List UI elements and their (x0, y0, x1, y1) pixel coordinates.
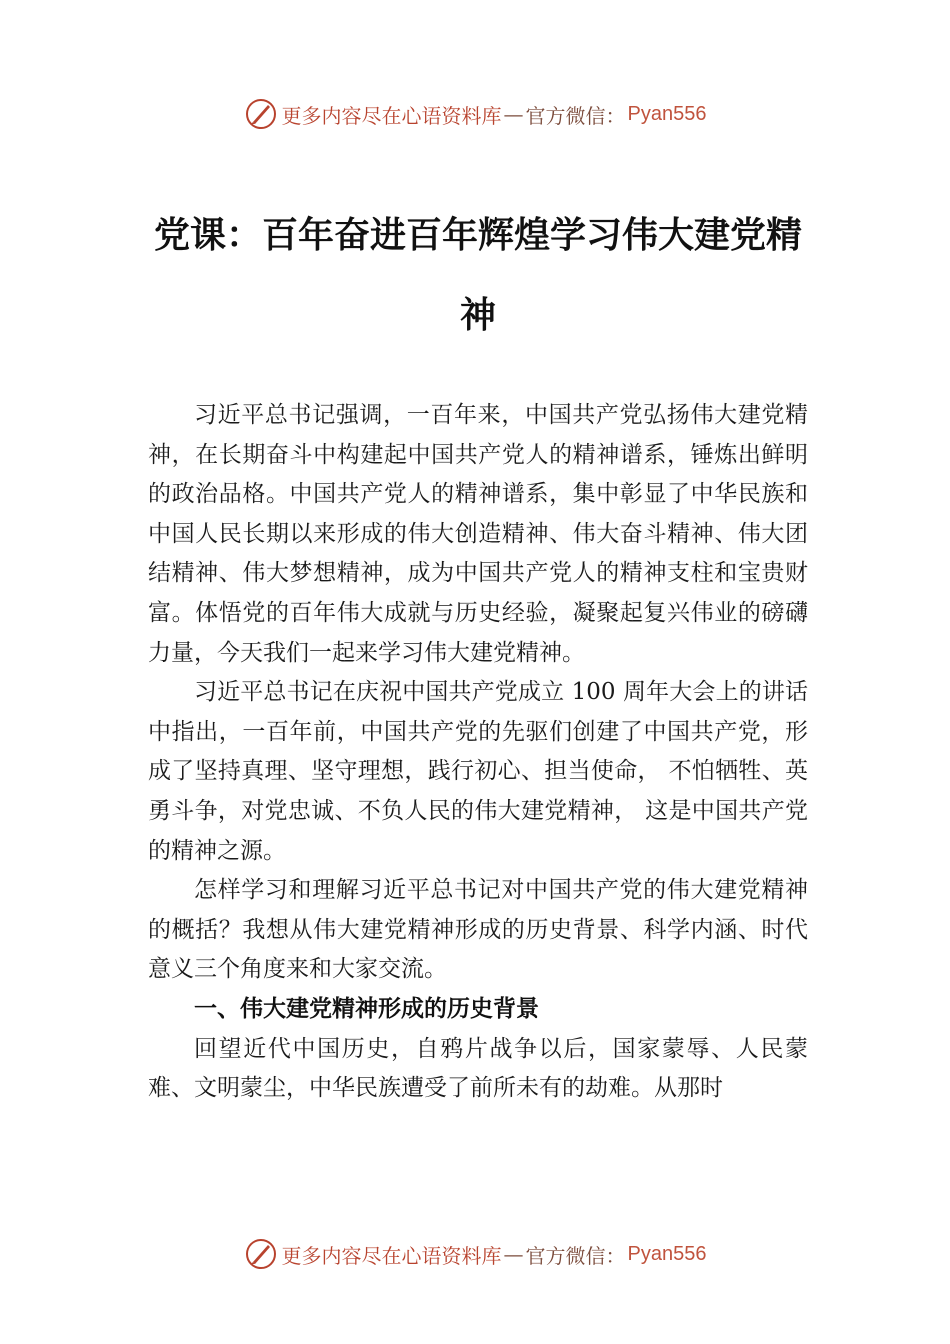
banner-separator: — (503, 102, 524, 126)
document-title: 党课：百年奋进百年辉煌学习伟大建党精神 (153, 215, 802, 336)
paragraph: 习近平总书记在庆祝中国共产党成立 100 周年大会上的讲话中指出，一百年前，中国共产党的先驱们创建了中国共产党，形成了坚持真理、坚守理想，践行初心、担当使命， 不怕牺牲、英勇斗争，对党忠诚、不负人民的伟大建党精神， 这是中国共产党的精神之源。 (148, 679, 808, 864)
banner-separator: — (503, 1242, 524, 1266)
paragraph: 习近平总书记强调，一百年来，中国共产党弘扬伟大建党精神，在长期奋斗中构建起中国共产党人的精神谱系，锤炼出鲜明的政治品格。中国共产党人的精神谱系，集中彰显了中华民族和中国人民长期以来形成的伟大创造精神、伟大奋斗精神、伟大团结精神、伟大梦想精神，成为中国共产党人的精神支柱和宝贵财富。体悟党的百年伟大成就与历史经验，凝聚起复兴伟业的磅礴力量，今天我们一起来学习伟大建党精神。 (148, 402, 808, 666)
quill-seal-icon (244, 1237, 278, 1271)
header-banner (0, 94, 950, 134)
banner-text: 更多内容尽在心语资料库 (281, 103, 502, 128)
paragraph: 怎样学习和理解习近平总书记对中国共产党的伟大建党精神的概括？我想从伟大建党精神形成的历史背景、科学内涵、时代意义三个角度来和大家交流。 (148, 877, 808, 983)
banner-text: 更多内容尽在心语资料库 (281, 1243, 502, 1268)
quill-seal-icon (244, 97, 278, 131)
banner-wechat-id: Pyan556 (627, 102, 707, 125)
banner-wechat-label: 官方微信： (525, 1243, 626, 1268)
document-body (148, 396, 808, 1109)
banner-wechat-label: 官方微信： (525, 103, 626, 128)
footer-banner (0, 1234, 950, 1274)
paragraph: 回望近代中国历史，自鸦片战争以后，国家蒙辱、人民蒙难、文明蒙尘，中华民族遭受了前所未有的劫难。从那时 (148, 1035, 808, 1102)
section-heading: 一、伟大建党精神形成的历史背景 (194, 995, 539, 1022)
banner-wechat-id: Pyan556 (627, 1242, 707, 1265)
